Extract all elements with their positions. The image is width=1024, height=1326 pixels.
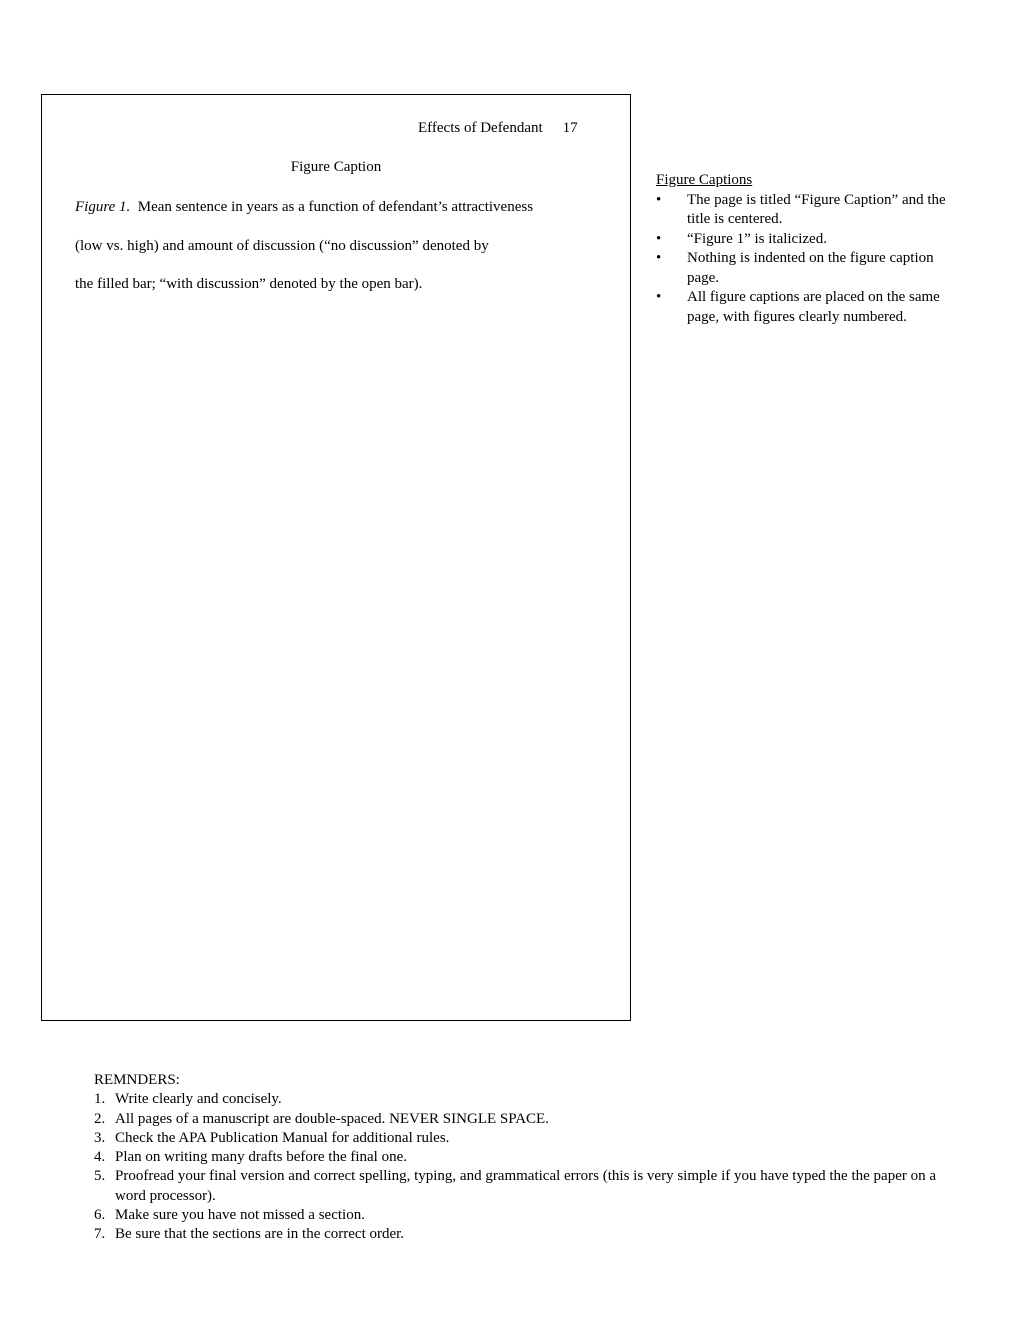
reminders-section	[94, 1071, 954, 1245]
reminder-item	[94, 1129, 954, 1148]
reminders-list	[94, 1090, 954, 1244]
side-note-item	[656, 230, 966, 250]
reminder-item	[94, 1167, 954, 1206]
reminder-text: Proofread your final version and correct spelling, typing, and grammatical errors (this is very simple if you have typed the the paper on a word processor).	[115, 1168, 937, 1204]
caption-line-3: the filled bar; “with discussion” denoted by the open bar).	[75, 276, 423, 292]
side-note-text: “Figure 1” is italicized.	[687, 230, 827, 247]
reminder-number: 2.	[94, 1110, 106, 1127]
side-notes	[656, 171, 966, 327]
reminder-number: 4.	[94, 1149, 106, 1166]
reminder-item	[94, 1090, 954, 1109]
reminder-text: Write clearly and concisely.	[115, 1091, 282, 1108]
reminder-item	[94, 1148, 954, 1167]
running-head	[418, 120, 578, 137]
reminder-text: Make sure you have not missed a section.	[115, 1207, 365, 1224]
side-note-text: The page is titled “Figure Caption” and the title is centered.	[687, 191, 946, 227]
bullet-icon: •	[656, 250, 662, 266]
bullet-icon: •	[656, 191, 662, 208]
figure-label: Figure 1.	[75, 199, 131, 215]
reminder-item	[94, 1225, 954, 1244]
reminder-text: Be sure that the sections are in the correct order.	[115, 1226, 405, 1243]
side-notes-heading: Figure Captions	[656, 172, 753, 188]
reminder-number: 1.	[94, 1091, 106, 1108]
running-head-title: Effects of Defendant	[418, 120, 543, 136]
reminder-number: 7.	[94, 1226, 106, 1243]
side-note-text: All figure captions are placed on the same page, with figures clearly numbered.	[687, 289, 940, 325]
reminders-heading: REMNDERS:	[94, 1072, 180, 1088]
side-notes-list	[656, 191, 966, 328]
side-note-item	[656, 288, 966, 327]
caption-line-1-text: Mean sentence in years as a function of defendant’s attractiveness	[137, 199, 534, 215]
caption-line-1	[75, 197, 533, 236]
reminder-text: Plan on writing many drafts before the final one.	[115, 1149, 408, 1166]
reminder-number: 3.	[94, 1129, 106, 1146]
reminder-text: Check the APA Publication Manual for additional rules.	[115, 1129, 450, 1146]
side-note-item	[656, 249, 966, 288]
bullet-icon: •	[656, 289, 662, 305]
bullet-icon: •	[656, 230, 662, 247]
caption-line-2: (low vs. high) and amount of discussion (“no discussion” denoted by	[75, 237, 489, 254]
page-number: 17	[562, 120, 578, 136]
reminder-number: 5.	[94, 1168, 106, 1185]
reminder-item	[94, 1110, 954, 1129]
reminder-item	[94, 1206, 954, 1225]
reminder-text: All pages of a manuscript are double-spaced. NEVER SINGLE SPACE.	[115, 1110, 549, 1127]
figure-caption-text	[75, 197, 533, 313]
figure-caption-title: Figure Caption	[290, 159, 382, 175]
side-note-item	[656, 191, 966, 230]
side-note-text: Nothing is indented on the figure caption page.	[687, 250, 934, 286]
reminder-number: 6.	[94, 1207, 106, 1224]
